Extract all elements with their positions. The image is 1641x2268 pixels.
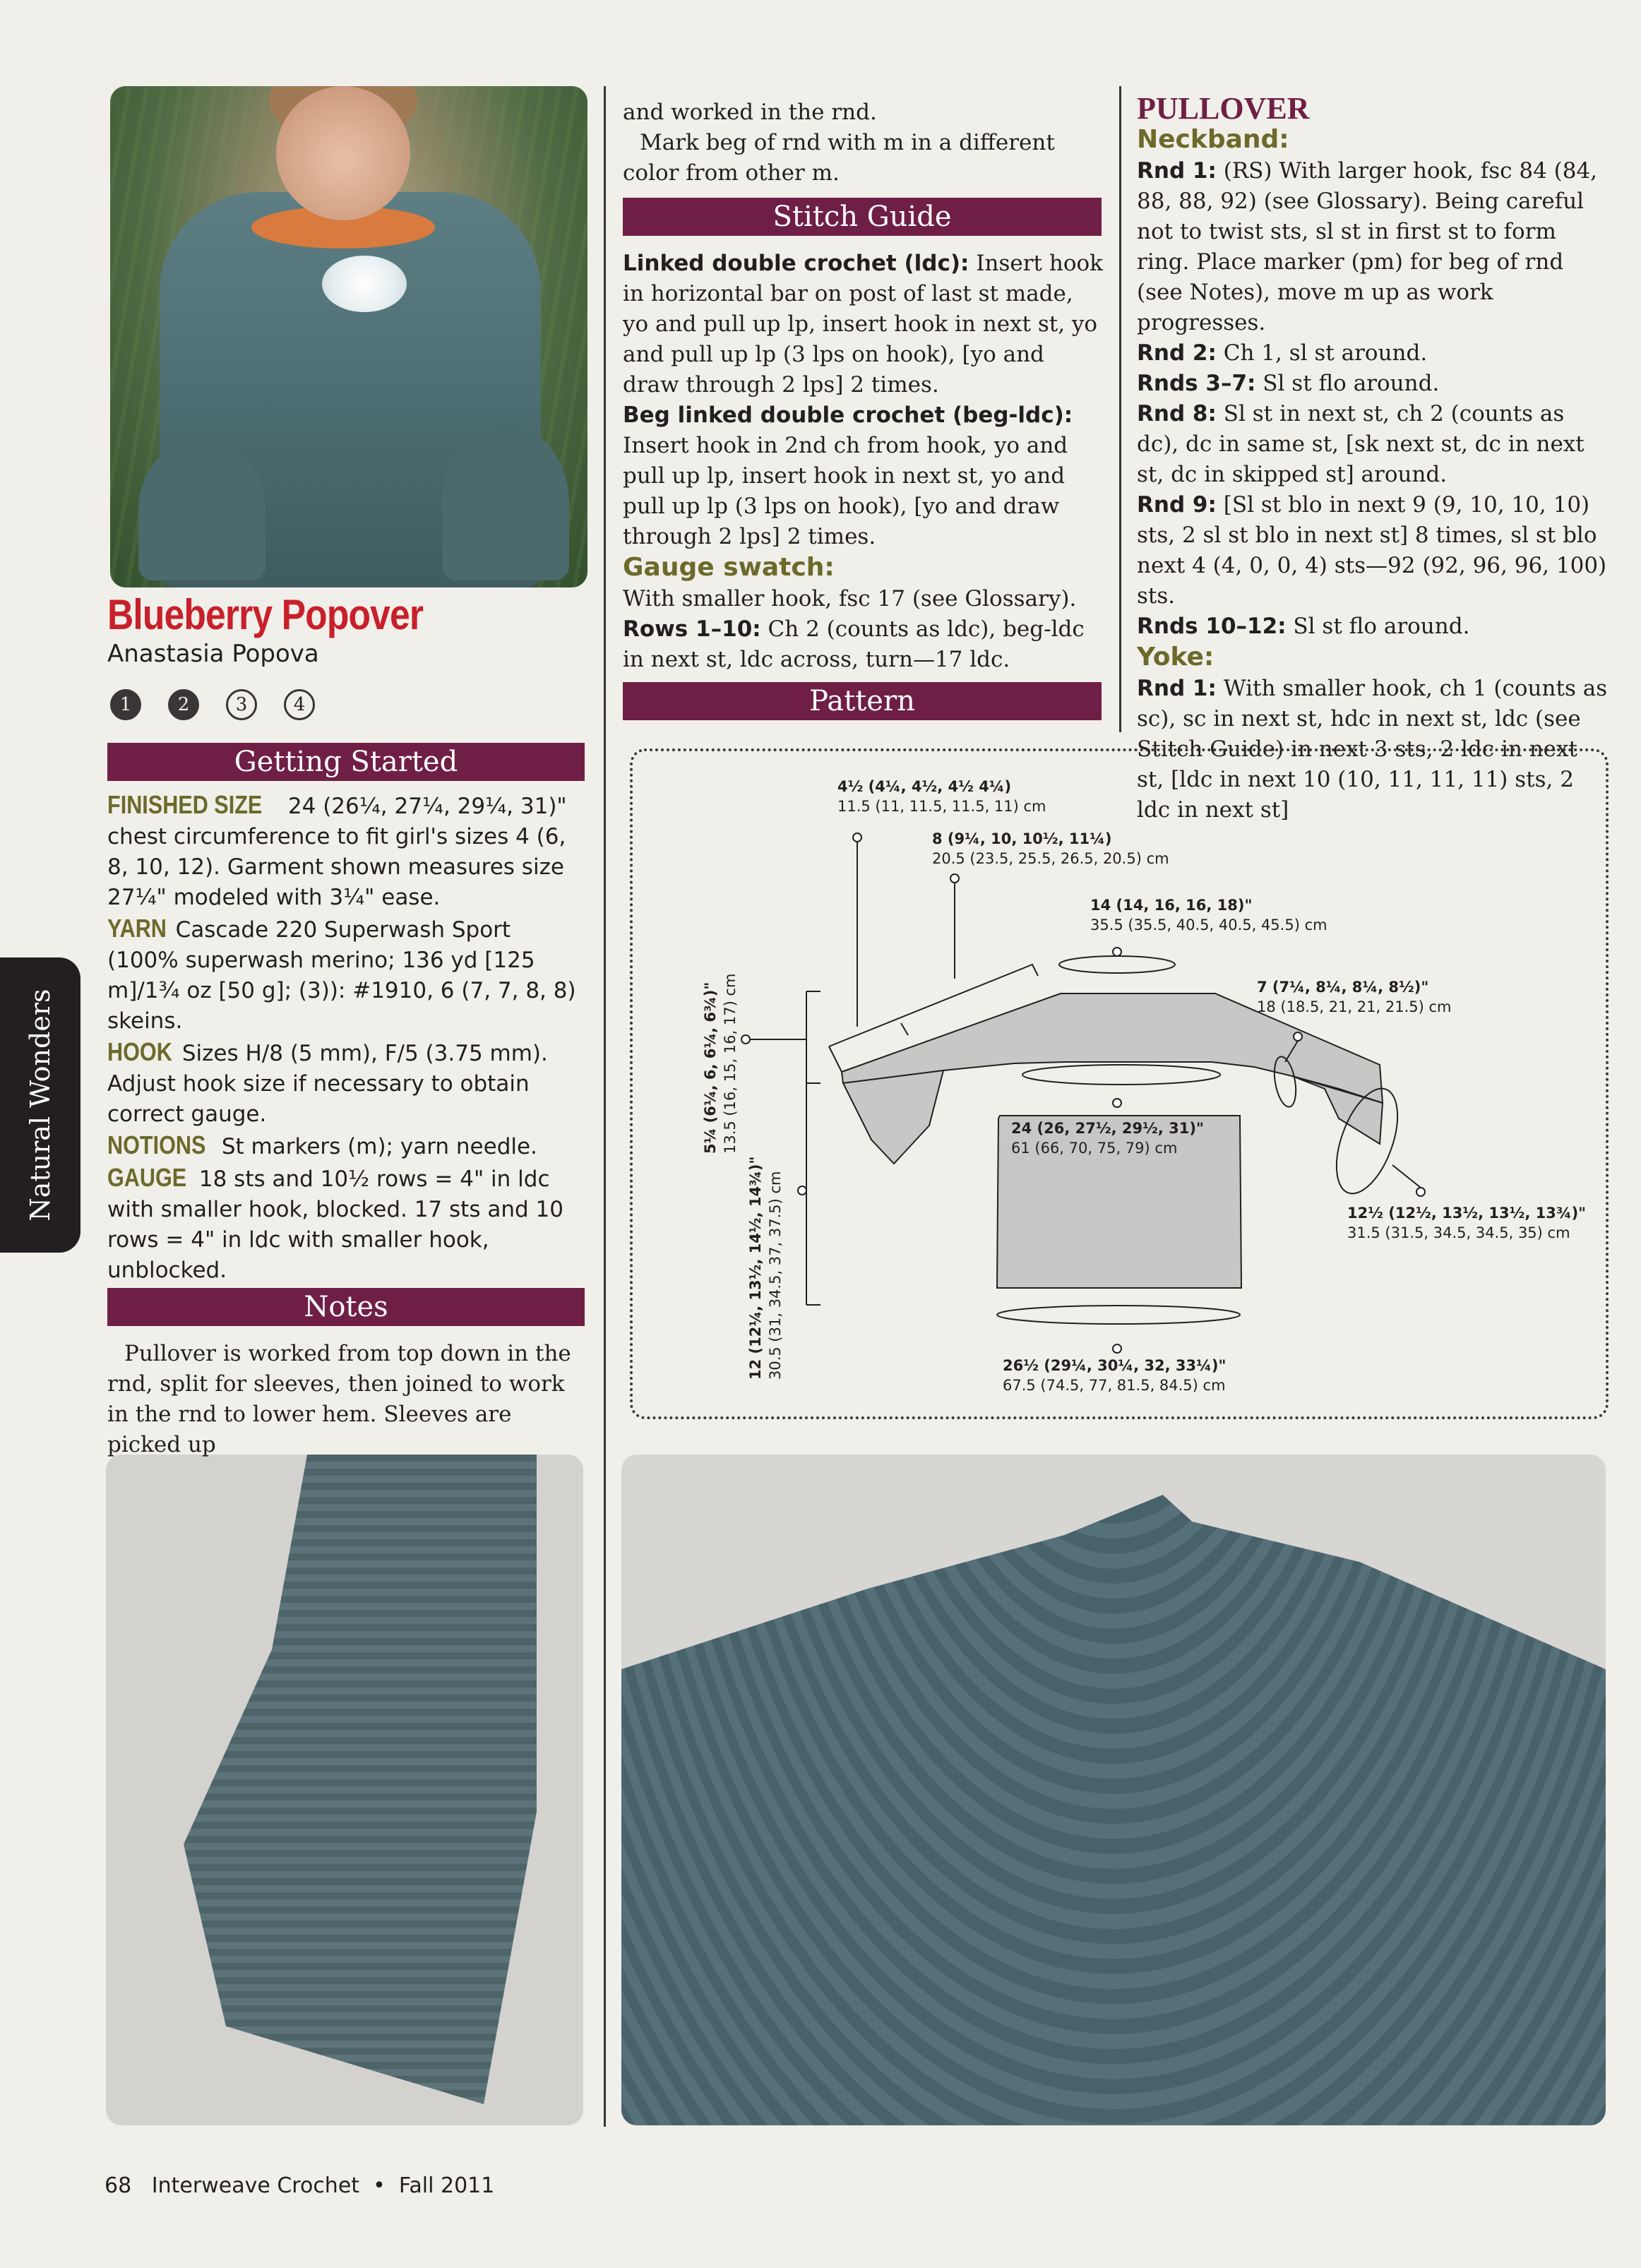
measure-label: 31.5 (31.5, 34.5, 34.5, 35) cm: [1347, 1224, 1570, 1241]
measure-label: 14 (14, 16, 16, 18)": [1090, 897, 1253, 914]
notions-text: St markers (m); yarn needle.: [221, 1134, 537, 1159]
measure-yoke-depth: [700, 974, 740, 1154]
measure-label: 35.5 (35.5, 40.5, 40.5, 45.5) cm: [1090, 917, 1327, 933]
measure-hem: [1003, 1356, 1226, 1395]
measure-sleeve-cuff: [1347, 1203, 1586, 1243]
column-divider: [1119, 86, 1121, 732]
gauge-text: 18 sts and 10½ rows = 4" in ldc with smaller hook, blocked. 17 sts and 10 rows = 4" in ldc with smaller hook, unblocked.: [107, 1166, 563, 1283]
yoke-heading: Yoke:: [1137, 643, 1215, 672]
finished-size-label: FINISHED SIZE: [107, 790, 263, 819]
gauge-label: GAUGE: [107, 1163, 187, 1192]
beg-ldc-text: Insert hook in 2nd ch from hook, yo and pull up lp, insert hook in next st, yo and pull up lp (3 lps on hook), [yo and draw through 2 lps] 2 times.: [623, 433, 1068, 549]
yoke-rnd1-label: Rnd 1:: [1137, 676, 1217, 701]
column-divider: [604, 86, 606, 2127]
pullover-body: [1137, 124, 1610, 825]
measure-label: 30.5 (31, 34.5, 37, 37.5) cm: [767, 1171, 784, 1380]
skill-level-4: 4: [284, 689, 315, 720]
notes-marker-instruction: Mark beg of rnd with m in a different color from other m.: [623, 130, 1055, 186]
section-side-tab: [0, 957, 80, 1253]
gauge-swatch-text: With smaller hook, fsc 17 (see Glossary).: [623, 586, 1077, 611]
rnd2-label: Rnd 2:: [1137, 340, 1217, 366]
publication-name: Interweave Crochet: [151, 2173, 360, 2198]
measure-label: 26½ (29¼, 30¼, 32, 33¼)": [1003, 1357, 1227, 1374]
stitch-guide-body: [623, 249, 1103, 675]
beg-ldc-label: Beg linked double crochet (beg-ldc):: [623, 402, 1073, 428]
measure-label: 12½ (12½, 13½, 13½, 13¾)": [1347, 1205, 1587, 1222]
rnds10-text: Sl st flo around.: [1293, 614, 1470, 639]
yarn-text: Cascade 220 Superwash Sport (100% superwash merino; 136 yd [125 m]/1¾ oz [50 g]; (3)): #1910, 6 (7, 7, 8, 8) skeins.: [107, 917, 576, 1034]
rnd8-label: Rnd 8:: [1137, 401, 1217, 426]
skill-level-1: 1: [110, 689, 141, 720]
page-footer: [105, 2173, 494, 2198]
finished-size-text: 24 (26¼, 27¼, 29¼, 31)" chest circumference to fit girl's sizes 4 (6, 8, 10, 12). Garment shown measures size 27¼" modeled with 3¼" ease.: [107, 794, 567, 910]
skill-level-2: 2: [168, 689, 199, 720]
rows-label: Rows 1–10:: [623, 616, 761, 642]
side-tab-label: Natural Wonders: [25, 989, 56, 1222]
rnd9-label: Rnd 9:: [1137, 492, 1217, 518]
rnd9-text: [Sl st blo in next 9 (9, 10, 10, 10) sts, 2 sl st blo in next st] 8 times, sl st blo next 4 (4, 0, 0, 4) sts—92 (92, 96, 96, 100) sts.: [1137, 492, 1607, 609]
hook-text: Sizes H/8 (5 mm), F/5 (3.75 mm). Adjust hook size if necessary to obtain correct gauge.: [107, 1041, 548, 1127]
measure-neck-circumference: [1090, 895, 1327, 935]
measure-shoulder: [932, 829, 1169, 869]
rnd2-text: Ch 1, sl st around.: [1223, 340, 1428, 366]
notes-continued: [623, 97, 1103, 189]
pattern-heading: Pattern: [623, 682, 1102, 720]
gauge-swatch-heading: Gauge swatch:: [623, 553, 835, 582]
getting-started-heading: Getting Started: [107, 743, 585, 781]
measure-label: 61 (66, 70, 75, 79) cm: [1011, 1140, 1178, 1157]
skill-level-3: 3: [226, 689, 257, 720]
measure-body-length: [746, 1157, 785, 1380]
measure-label: 24 (26, 27½, 29½, 31)": [1011, 1120, 1204, 1137]
ldc-label: Linked double crochet (ldc):: [623, 251, 969, 276]
schematic-diagram: [630, 748, 1609, 1419]
measure-chest: [1011, 1118, 1204, 1158]
neckband-heading: Neckband:: [1137, 125, 1289, 154]
measure-label: 12 (12¼, 13½, 14½, 14¾)": [747, 1156, 764, 1380]
notes-body: Pullover is worked from top down in the rnd, split for sleeves, then joined to work in the rnd to lower hem. Sleeves are picked up: [107, 1341, 571, 1457]
notes-continued-line: and worked in the rnd.: [623, 100, 877, 125]
measure-label: 11.5 (11, 11.5, 11.5, 11) cm: [837, 798, 1046, 815]
getting-started-body: [107, 789, 585, 1286]
notes-heading: Notes: [107, 1288, 585, 1326]
measure-label: 67.5 (74.5, 77, 81.5, 84.5) cm: [1003, 1377, 1226, 1394]
pattern-title: Blueberry Popover: [107, 591, 424, 638]
pullover-heading: PULLOVER: [1137, 91, 1310, 126]
child-photo: [110, 86, 587, 587]
rows-text: Ch 2 (counts as ldc), beg-ldc in next st, ldc across, turn—17 ldc.: [623, 616, 1085, 672]
rnd1-label: Rnd 1:: [1137, 158, 1217, 184]
measure-label: 18 (18.5, 21, 21, 21.5) cm: [1257, 998, 1452, 1015]
measure-label: 4½ (4¼, 4½, 4½ 4¼): [837, 778, 1012, 795]
rnds3-label: Rnds 3–7:: [1137, 371, 1256, 396]
measure-label: 7 (7¼, 8¼, 8¼, 8½)": [1257, 979, 1429, 996]
measure-label: 5¼ (6¼, 6, 6¼, 6¾)": [702, 981, 719, 1154]
rnd1-text: (RS) With larger hook, fsc 84 (84, 88, 88, 92) (see Glossary). Being careful not to twist sts, sl st in first st to form ring. Place marker (pm) for beg of rnd (see Notes), move m up as work progresses.: [1137, 158, 1598, 335]
measure-neck-depth: [837, 777, 1046, 816]
rnds3-text: Sl st flo around.: [1263, 371, 1440, 396]
measure-upper-arm: [1257, 977, 1451, 1017]
rnds10-label: Rnds 10–12:: [1137, 614, 1287, 639]
yoke-rnd1-text: With smaller hook, ch 1 (counts as sc), sc in next st, hdc in next st, ldc (see Stitch Guide) in next 3 sts, 2 ldc in next st, [ldc in next 10 (10, 11, 11, 11) sts, 2 ldc in next st]: [1137, 676, 1608, 823]
rnd8-text: Sl st in next st, ch 2 (counts as dc), dc in same st, [sk next st, dc in next st, dc in skipped st] around.: [1137, 401, 1585, 487]
pattern-author: Anastasia Popova: [107, 640, 319, 668]
measure-label: 20.5 (23.5, 25.5, 26.5, 20.5) cm: [932, 850, 1169, 867]
yoke-detail-photo: [621, 1455, 1606, 2125]
issue-name: Fall 2011: [398, 2173, 495, 2198]
measure-label: 8 (9¼, 10, 10½, 11¼): [932, 830, 1112, 847]
notions-label: NOTIONS: [107, 1130, 206, 1159]
ldc-text: Insert hook in horizontal bar on post of last st made, yo and pull up lp, insert hook in next st, yo and pull up lp (3 lps on hook), [yo and draw through 2 lps] 2 times.: [623, 251, 1103, 398]
measure-label: 13.5 (16, 15, 16, 17) cm: [722, 973, 739, 1154]
yarn-label: YARN: [107, 914, 167, 943]
sleeve-detail-photo: [106, 1455, 583, 2125]
page-number: 68: [105, 2173, 132, 2198]
stitch-guide-heading: Stitch Guide: [623, 198, 1102, 236]
hook-label: HOOK: [107, 1037, 172, 1066]
footer-bullet: •: [373, 2173, 386, 2198]
